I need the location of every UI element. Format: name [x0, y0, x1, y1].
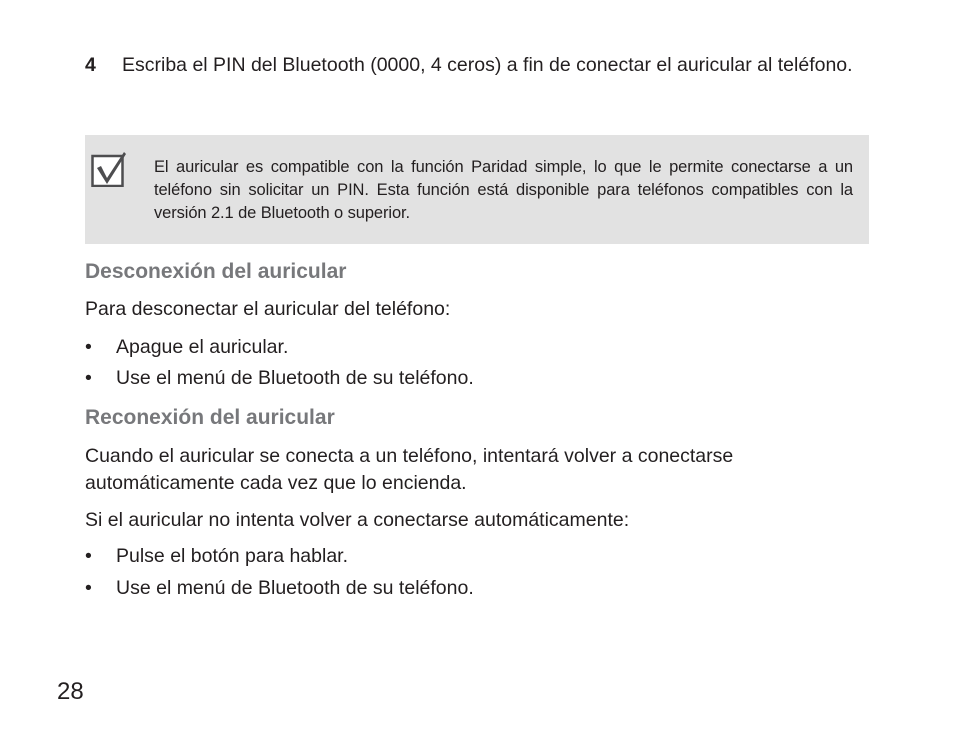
list-item [85, 365, 474, 392]
note-text: El auricular es compatible con la función Paridad simple, lo que le permite conectarse a un teléfono sin solicitar un PIN. Esta función está disponible para teléfonos compatibles con la versión 2.1 de Bluetooth o superior. [154, 158, 853, 222]
bullet-dot: • [85, 367, 92, 389]
reconnect-paragraph-2: Si el auricular no intenta volver a conectarse automáticamente: [85, 509, 630, 531]
page-number: 28 [57, 678, 84, 705]
checkbox-check-icon [91, 151, 127, 187]
list-item-text: Pulse el botón para hablar. [116, 545, 349, 567]
disconnect-intro: Para desconectar el auricular del teléfono: [85, 298, 451, 320]
list-item [85, 334, 288, 361]
list-item [85, 543, 348, 570]
list-item [85, 575, 474, 602]
note-box [85, 135, 869, 244]
list-item-text: Use el menú de Bluetooth de su teléfono. [116, 577, 474, 599]
list-item-text: Apague el auricular. [116, 336, 289, 358]
bullet-dot: • [85, 545, 92, 567]
bullet-dot: • [85, 336, 92, 358]
step-text: Escriba el PIN del Bluetooth (0000, 4 ceros) a fin de conectar el auricular al teléfono. [122, 54, 853, 76]
section-heading-disconnect: Desconexión del auricular [85, 260, 347, 283]
reconnect-paragraph-1: Cuando el auricular se conecta a un teléfono, intentará volver a conectarse automáticamente cada vez que lo encienda. [85, 445, 734, 494]
step-4 [85, 52, 855, 79]
list-item-text: Use el menú de Bluetooth de su teléfono. [116, 367, 474, 389]
bullet-dot: • [85, 577, 92, 599]
section-heading-reconnect: Reconexión del auricular [85, 406, 335, 429]
step-number: 4 [85, 54, 96, 76]
